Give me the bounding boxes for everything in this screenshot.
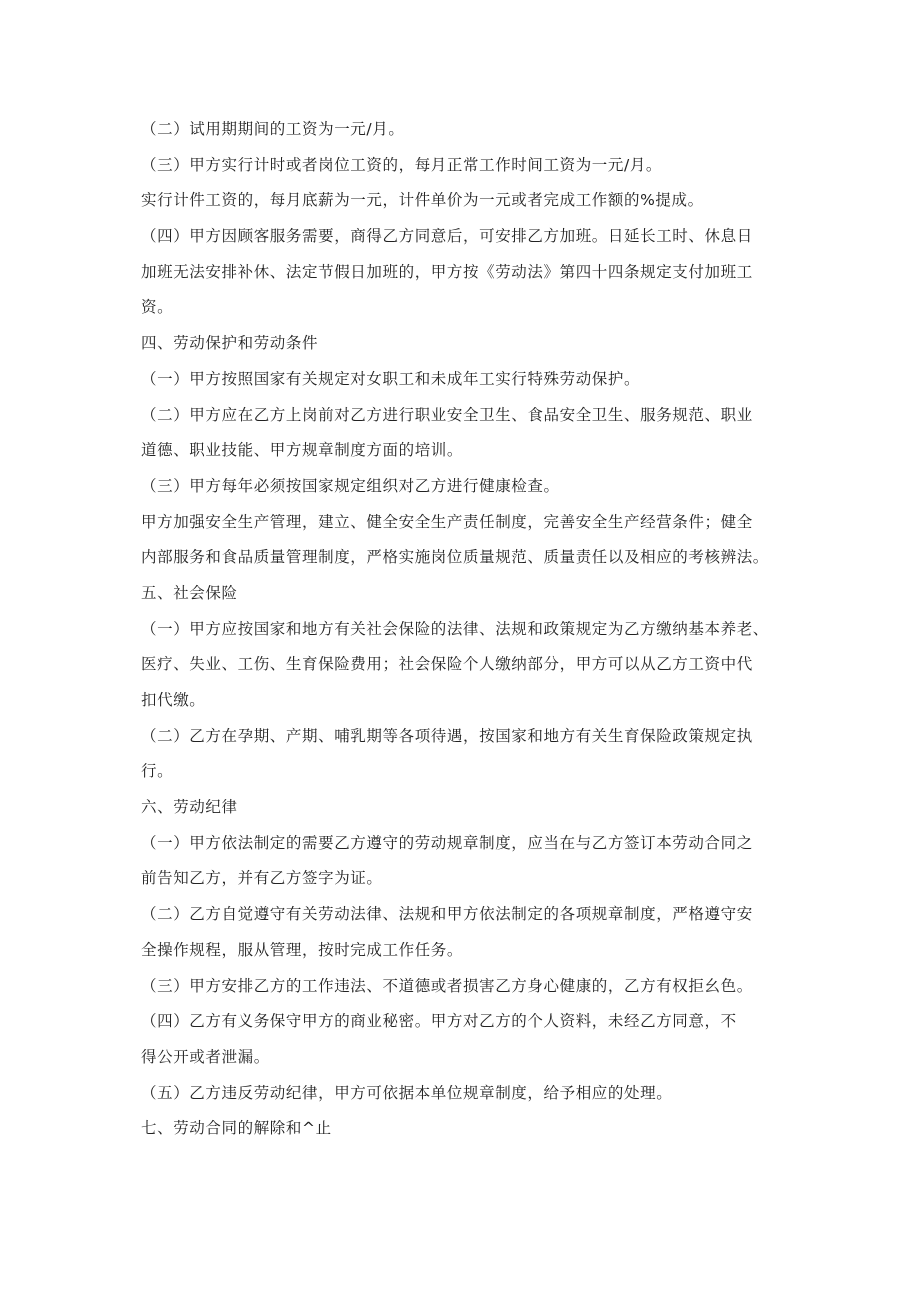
text-line: 全操作规程，服从管理，按时完成工作任务。 [141, 940, 464, 959]
text-line: （一）甲方按照国家有关规定对女职工和未成年工实行特殊劳动保护。 [141, 369, 641, 388]
text-line: （三）甲方实行计时或者岗位工资的，每月正常工作时间工资为一元/月。 [141, 155, 663, 174]
text-line: 资。 [141, 298, 174, 317]
text-line: 内部服务和食品质量管理制度，严格实施岗位质量规范、质量责任以及相应的考核辨法。 [141, 548, 769, 567]
section-heading: 六、劳动纪律 [141, 798, 238, 817]
text-line: 加班无法安排补休、法定节假日加班的，甲方按《劳动法》第四十四条规定支付加班工 [141, 262, 753, 281]
text-line: （二）试用期期间的工资为一元/月。 [141, 120, 405, 138]
text-line: （四）乙方有义务保守甲方的商业秘密。甲方对乙方的个人资料，未经乙方同意，不 [141, 1012, 737, 1031]
section-heading: 五、社会保险 [141, 583, 238, 602]
text-line: 行。 [141, 762, 174, 781]
text-line: 道德、职业技能、甲方规章制度方面的培训。 [141, 441, 464, 460]
text-line: （二）乙方自觉遵守有关劳动法律、法规和甲方依法制定的各项规章制度，严格遵守安 [141, 905, 753, 924]
text-line: （二）乙方在孕期、产期、哺乳期等各项待遇，按国家和地方有关生育保险政策规定执 [141, 726, 753, 745]
text-line: 得公开或者泄漏。 [141, 1047, 270, 1066]
text-line: （五）乙方违反劳动纪律，甲方可依据本单位规章制度，给予相应的处理。 [141, 1083, 673, 1102]
text-line: （三）甲方每年必须按国家规定组织对乙方进行健康检查。 [141, 476, 560, 495]
text-line: （一）甲方依法制定的需要乙方遵守的劳动规章制度，应当在与乙方签订本劳动合同之 [141, 833, 753, 852]
text-line: 实行计件工资的，每月底薪为一元，计件单价为一元或者完成工作额的%提成。 [141, 191, 704, 210]
text-line: 扣代缴。 [141, 691, 206, 709]
text-line: （四）甲方因顾客服务需要，商得乙方同意后，可安排乙方加班。日延长工时、休息日 [141, 227, 753, 246]
section-heading: 七、劳动合同的解除和^止 [141, 1119, 332, 1138]
text-line: （一）甲方应按国家和地方有关社会保险的法律、法规和政策规定为乙方缴纳基本养老、 [141, 619, 769, 638]
section-heading: 四、劳动保护和劳动条件 [141, 334, 319, 353]
document-body [141, 112, 801, 1147]
text-line: 甲方加强安全生产管理，建立、健全安全生产责任制度，完善安全生产经营条件；健全 [141, 512, 753, 531]
text-line: （二）甲方应在乙方上岗前对乙方进行职业安全卫生、食品安全卫生、服务规范、职业 [141, 405, 753, 424]
text-line: 医疗、失业、工伤、生育保险费用；社会保险个人缴纳部分，甲方可以从乙方工资中代 [141, 655, 753, 674]
text-line: 前告知乙方，并有乙方签字为证。 [141, 869, 383, 888]
text-line: （三）甲方安排乙方的工作违法、不道德或者损害乙方身心健康的，乙方有权拒幺色。 [141, 976, 753, 995]
